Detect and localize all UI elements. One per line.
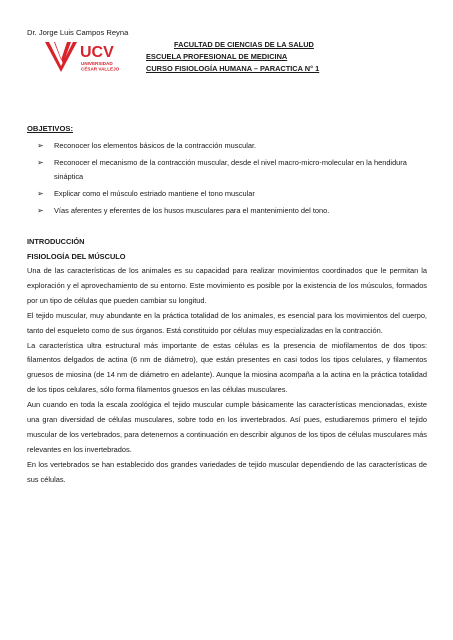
objectives-heading: OBJETIVOS: [27, 124, 73, 133]
arrow-bullet-icon: ➢ [37, 206, 44, 215]
intro-paragraph: La característica ultra estructural más importante de estas células es la presencia de miofilamentos de dos tipos: filamentos delgados de actina (6 nm de diámetro), que están presentes en casi todos los tipos celulares, y filamentos gruesos de miosina (de 14 nm de diámetro en adelante). Aunque la miosina acompaña a la actina en la práctica totalidad de los tipos celulares, sólo forma filamentos gruesos en las células musculares. [27, 340, 427, 395]
objectives-list [37, 139, 429, 221]
objective-text: Explicar como el músculo estriado mantiene el tono muscular [54, 189, 255, 198]
introduction-section [27, 234, 427, 488]
logo-line2: CÉSAR VALLEJO [81, 66, 120, 72]
faculty-title: FACULTAD DE CIENCIAS DE LA SALUD [174, 40, 314, 49]
author-name: Dr. Jorge Luis Campos Reyna [27, 28, 129, 37]
arrow-bullet-icon: ➢ [37, 189, 44, 198]
objective-item [37, 156, 429, 184]
arrow-bullet-icon: ➢ [37, 158, 44, 167]
intro-heading: INTRODUCCIÓN [27, 237, 85, 246]
logo-letters: UCV [80, 44, 114, 61]
intro-paragraph: El tejido muscular, muy abundante en la práctica totalidad de los animales, es esencial para los movimientos del cuerpo, tanto del esqueleto como de sus órganos. Está constituido por células muy especializadas en la contracción. [27, 310, 427, 335]
objective-text: Reconocer el mecanismo de la contracción muscular, desde el nivel macro-micro-molecular en la hendidura sináptica [54, 158, 407, 181]
document-header [146, 39, 319, 75]
objective-item [37, 204, 429, 218]
ucv-logo [43, 40, 123, 74]
objective-text: Vías aferentes y eferentes de los husos musculares para el mantenimiento del tono. [54, 206, 330, 215]
objective-text: Reconocer los elementos básicos de la contracción muscular. [54, 141, 257, 150]
course-title: CURSO FISIOLOGÍA HUMANA – PARACTICA N° 1 [146, 64, 320, 73]
objective-item [37, 139, 429, 153]
logo-emblem [45, 42, 77, 72]
intro-paragraph: Una de las características de los animales es su capacidad para realizar movimientos coordinados que le permitan la exploración y el aprovechamiento de su entorno. Este movimiento es posible por la existencia de los músculos, formados por un tipo de células que pueden cambiar su longitud. [27, 266, 427, 305]
logo-line1: UNIVERSIDAD [81, 61, 113, 66]
objective-item [37, 187, 429, 201]
intro-subheading: FISIOLOGÍA DEL MÚSCULO [27, 252, 126, 261]
school-title: ESCUELA PROFESIONAL DE MEDICINA [146, 52, 288, 61]
arrow-bullet-icon: ➢ [37, 141, 44, 150]
intro-paragraph: En los vertebrados se han establecido dos grandes variedades de tejido muscular dependiendo de las características de sus células. [27, 459, 427, 484]
intro-paragraph: Aun cuando en toda la escala zoológica el tejido muscular cumple básicamente las características mencionadas, existe una gran diversidad de células musculares, sobre todo en los invertebrados. Así pues, estudiaremos primero el tejido muscular de los vertebrados, para detenernos a continuación en describir algunos de los tipos de células musculares más relevantes en los invertebrados. [27, 400, 427, 454]
